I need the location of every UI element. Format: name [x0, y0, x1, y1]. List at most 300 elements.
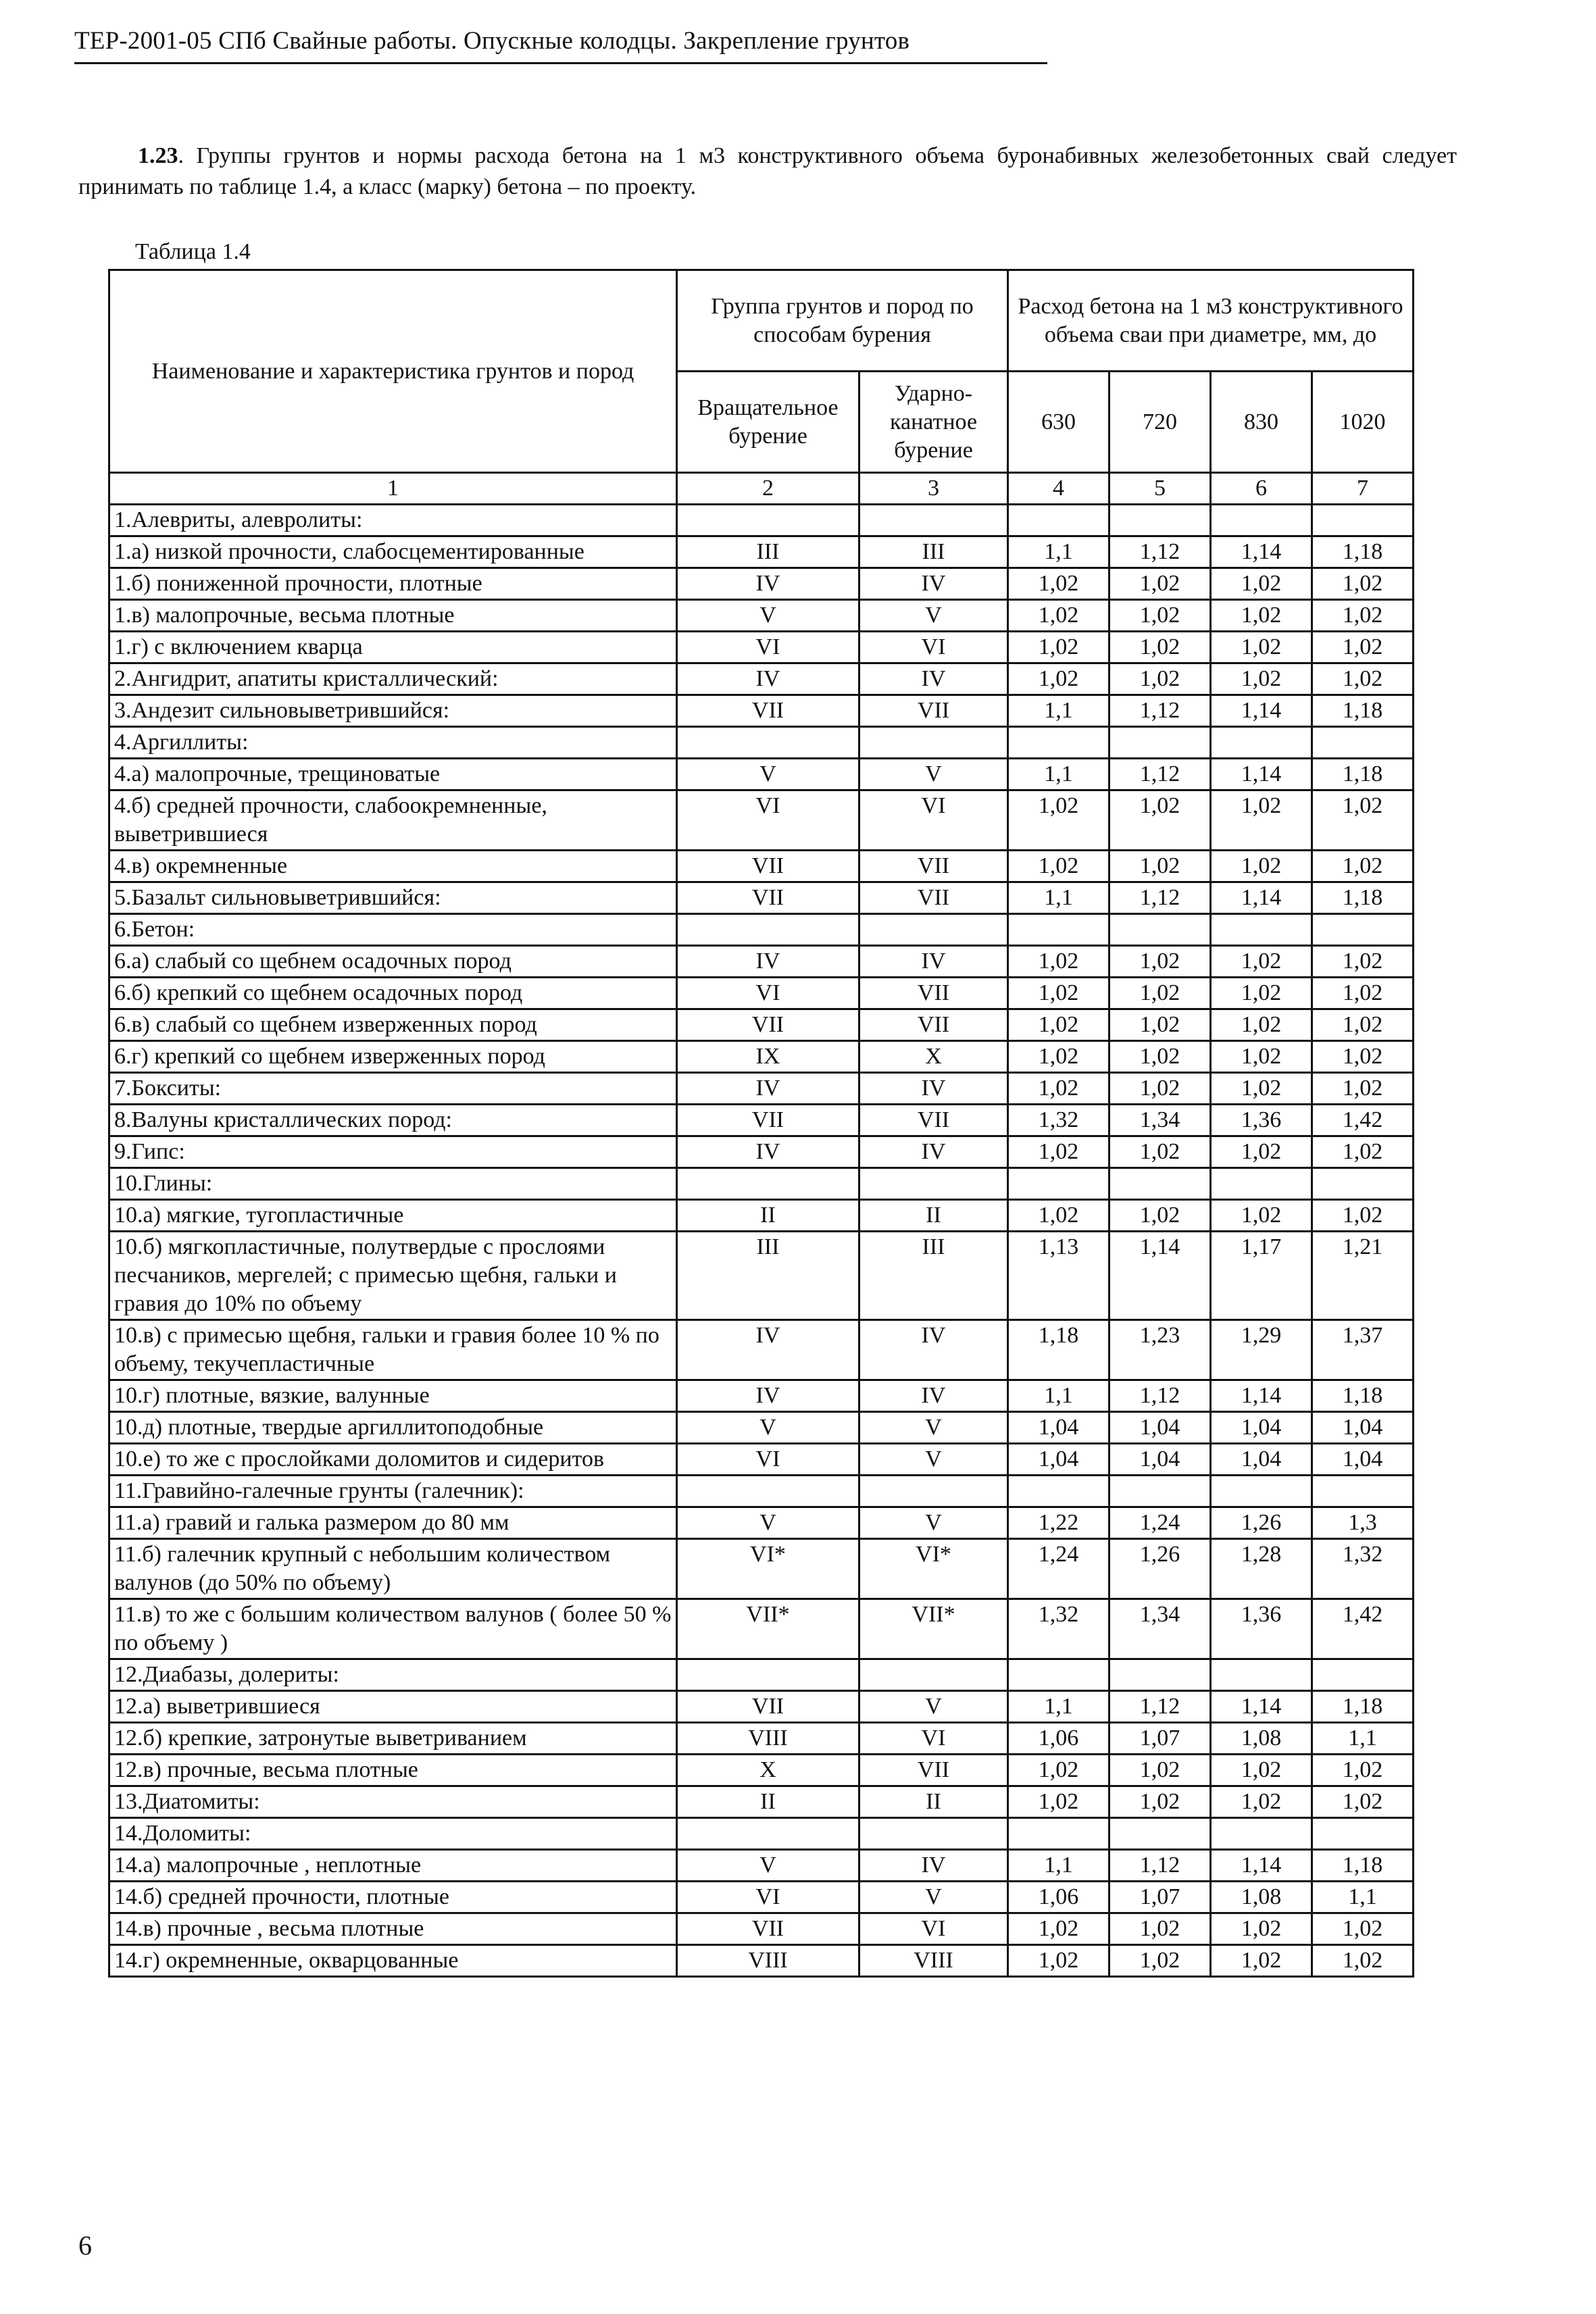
cell-percussion-group: II [859, 1200, 1008, 1232]
cell-percussion-group [859, 727, 1008, 759]
cell-soil-name: 4.в) окремненные [109, 851, 677, 882]
cell-d720: 1,02 [1109, 1755, 1211, 1786]
cell-percussion-group: X [859, 1041, 1008, 1073]
header-d720: 720 [1109, 372, 1211, 473]
cell-d1020: 1,02 [1312, 1136, 1414, 1168]
table-row [109, 1507, 1414, 1539]
cell-percussion-group: V [859, 1691, 1008, 1723]
cell-d1020: 1,3 [1312, 1507, 1414, 1539]
table-row [109, 1136, 1414, 1168]
cell-percussion-group: VII [859, 978, 1008, 1009]
cell-d630: 1,02 [1008, 1913, 1109, 1945]
cell-rotary-group: III [677, 536, 859, 568]
cell-d720: 1,02 [1109, 600, 1211, 632]
cell-d630: 1,32 [1008, 1105, 1109, 1136]
cell-d720: 1,02 [1109, 1073, 1211, 1105]
cell-d720: 1,04 [1109, 1412, 1211, 1444]
cell-d630: 1,04 [1008, 1444, 1109, 1476]
cell-rotary-group: VI [677, 1882, 859, 1913]
cell-rotary-group: III [677, 1232, 859, 1320]
cell-rotary-group: VII [677, 1913, 859, 1945]
table-row [109, 1691, 1414, 1723]
cell-d1020: 1,18 [1312, 1691, 1414, 1723]
cell-d1020: 1,02 [1312, 790, 1414, 851]
cell-d720: 1,12 [1109, 536, 1211, 568]
cell-d830: 1,02 [1211, 851, 1312, 882]
table-row [109, 1913, 1414, 1945]
header-d1020: 1020 [1312, 372, 1414, 473]
header-d630: 630 [1008, 372, 1109, 473]
cell-d630: 1,1 [1008, 1850, 1109, 1882]
cell-d1020: 1,42 [1312, 1105, 1414, 1136]
cell-d720: 1,02 [1109, 1041, 1211, 1073]
cell-d630: 1,02 [1008, 1786, 1109, 1818]
cell-soil-name: 8.Валуны кристаллических пород: [109, 1105, 677, 1136]
cell-d630: 1,02 [1008, 1945, 1109, 1977]
cell-d630 [1008, 1659, 1109, 1691]
cell-d630: 1,02 [1008, 1041, 1109, 1073]
table-row [109, 727, 1414, 759]
cell-rotary-group: VII [677, 851, 859, 882]
cell-d830: 1,02 [1211, 790, 1312, 851]
cell-d1020: 1,02 [1312, 568, 1414, 600]
cell-percussion-group: VI [859, 632, 1008, 663]
cell-d830: 1,02 [1211, 1009, 1312, 1041]
table-caption: Таблица 1.4 [135, 239, 251, 264]
cell-d1020: 1,18 [1312, 695, 1414, 727]
cell-percussion-group [859, 1476, 1008, 1507]
cell-soil-name: 12.в) прочные, весьма плотные [109, 1755, 677, 1786]
table-row [109, 695, 1414, 727]
table-row [109, 568, 1414, 600]
cell-soil-name: 10.Глины: [109, 1168, 677, 1200]
cell-soil-name: 5.Базальт сильновыветрившийся: [109, 882, 677, 914]
cell-d720: 1,02 [1109, 1913, 1211, 1945]
cell-d630: 1,02 [1008, 600, 1109, 632]
cell-rotary-group [677, 727, 859, 759]
cell-d1020: 1,02 [1312, 978, 1414, 1009]
cell-rotary-group: VII [677, 695, 859, 727]
column-number-row [109, 473, 1414, 505]
cell-percussion-group: IV [859, 1073, 1008, 1105]
paragraph-1-23 [78, 141, 1457, 203]
cell-percussion-group: IV [859, 946, 1008, 978]
cell-d830: 1,14 [1211, 1380, 1312, 1412]
cell-soil-name: 12.Диабазы, долериты: [109, 1659, 677, 1691]
cell-d720: 1,02 [1109, 1136, 1211, 1168]
cell-d720: 1,24 [1109, 1507, 1211, 1539]
column-number: 5 [1109, 473, 1211, 505]
cell-d720: 1,12 [1109, 1850, 1211, 1882]
table-row [109, 1945, 1414, 1977]
cell-d830: 1,04 [1211, 1444, 1312, 1476]
cell-d830: 1,02 [1211, 1200, 1312, 1232]
cell-d830: 1,02 [1211, 600, 1312, 632]
cell-soil-name: 10.в) с примесью щебня, гальки и гравия более 10 % по объему, текучепластичные [109, 1320, 677, 1380]
cell-rotary-group: VI* [677, 1539, 859, 1599]
cell-d1020: 1,02 [1312, 1913, 1414, 1945]
cell-d630: 1,02 [1008, 1755, 1109, 1786]
cell-soil-name: 2.Ангидрит, апатиты кристаллический: [109, 663, 677, 695]
cell-rotary-group [677, 1476, 859, 1507]
cell-percussion-group: III [859, 536, 1008, 568]
cell-d630: 1,02 [1008, 978, 1109, 1009]
table-row [109, 1380, 1414, 1412]
cell-rotary-group: IV [677, 1320, 859, 1380]
header-consumption: Расход бетона на 1 м3 конструктивного объема сваи при диаметре, мм, до [1008, 270, 1414, 372]
cell-d720 [1109, 1168, 1211, 1200]
cell-d830: 1,02 [1211, 568, 1312, 600]
cell-percussion-group: V [859, 1444, 1008, 1476]
table-row [109, 1073, 1414, 1105]
cell-d720: 1,02 [1109, 568, 1211, 600]
cell-d720: 1,02 [1109, 978, 1211, 1009]
cell-d720: 1,23 [1109, 1320, 1211, 1380]
cell-percussion-group: V [859, 1882, 1008, 1913]
cell-d1020: 1,02 [1312, 946, 1414, 978]
cell-d1020 [1312, 914, 1414, 946]
cell-d630: 1,02 [1008, 663, 1109, 695]
cell-d630: 1,1 [1008, 1691, 1109, 1723]
cell-d1020: 1,02 [1312, 1945, 1414, 1977]
cell-rotary-group: VI [677, 790, 859, 851]
cell-soil-name: 10.б) мягкопластичные, полутвердые с прослоями песчаников, мергелей; с примесью щебня, гальки и гравия до 10% по объему [109, 1232, 677, 1320]
cell-d630 [1008, 1818, 1109, 1850]
cell-soil-name: 3.Андезит сильновыветрившийся: [109, 695, 677, 727]
cell-d830 [1211, 1818, 1312, 1850]
cell-d720: 1,26 [1109, 1539, 1211, 1599]
cell-d1020 [1312, 1476, 1414, 1507]
cell-d1020: 1,04 [1312, 1412, 1414, 1444]
cell-d1020: 1,02 [1312, 632, 1414, 663]
cell-d1020: 1,42 [1312, 1599, 1414, 1659]
column-number: 6 [1211, 473, 1312, 505]
cell-percussion-group: V [859, 1507, 1008, 1539]
cell-d630: 1,1 [1008, 695, 1109, 727]
cell-d630: 1,24 [1008, 1539, 1109, 1599]
cell-percussion-group: III [859, 1232, 1008, 1320]
table-row [109, 882, 1414, 914]
cell-d1020: 1,02 [1312, 851, 1414, 882]
cell-rotary-group: X [677, 1755, 859, 1786]
table-row [109, 536, 1414, 568]
cell-d830: 1,02 [1211, 1136, 1312, 1168]
paragraph-number: 1.23 [138, 143, 178, 168]
cell-d830: 1,02 [1211, 1073, 1312, 1105]
cell-d630: 1,22 [1008, 1507, 1109, 1539]
cell-d720: 1,02 [1109, 1009, 1211, 1041]
cell-rotary-group: VI [677, 1444, 859, 1476]
table-row [109, 1818, 1414, 1850]
cell-d720: 1,02 [1109, 946, 1211, 978]
cell-percussion-group: VII [859, 695, 1008, 727]
cell-soil-name: 4.Аргиллиты: [109, 727, 677, 759]
cell-rotary-group [677, 505, 859, 536]
cell-d1020: 1,02 [1312, 1009, 1414, 1041]
cell-soil-name: 11.б) галечник крупный с небольшим количеством валунов (до 50% по объему) [109, 1539, 677, 1599]
cell-d720 [1109, 1818, 1211, 1850]
cell-rotary-group: V [677, 1507, 859, 1539]
cell-d830: 1,14 [1211, 759, 1312, 790]
cell-d830: 1,02 [1211, 978, 1312, 1009]
cell-d830: 1,02 [1211, 663, 1312, 695]
table-row [109, 1755, 1414, 1786]
cell-soil-name: 11.в) то же с большим количеством валунов ( более 50 % по объему ) [109, 1599, 677, 1659]
cell-soil-name: 14.в) прочные , весьма плотные [109, 1913, 677, 1945]
cell-percussion-group: IV [859, 1850, 1008, 1882]
cell-soil-name: 9.Гипс: [109, 1136, 677, 1168]
column-number: 1 [109, 473, 677, 505]
cell-soil-name: 10.а) мягкие, тугопластичные [109, 1200, 677, 1232]
table-row [109, 1105, 1414, 1136]
cell-d830: 1,14 [1211, 695, 1312, 727]
table-row [109, 1599, 1414, 1659]
cell-rotary-group: II [677, 1786, 859, 1818]
cell-d630 [1008, 914, 1109, 946]
page-number: 6 [78, 2230, 92, 2261]
header-percussion: Ударно-канатное бурение [859, 372, 1008, 473]
cell-soil-name: 11.Гравийно-галечные грунты (галечник): [109, 1476, 677, 1507]
cell-soil-name: 6.Бетон: [109, 914, 677, 946]
cell-d630: 1,06 [1008, 1723, 1109, 1755]
cell-percussion-group: IV [859, 568, 1008, 600]
cell-d830: 1,26 [1211, 1507, 1312, 1539]
cell-d630: 1,02 [1008, 568, 1109, 600]
cell-percussion-group: VI [859, 1913, 1008, 1945]
table-row [109, 914, 1414, 946]
cell-rotary-group: VIII [677, 1723, 859, 1755]
cell-d830 [1211, 505, 1312, 536]
cell-d830: 1,04 [1211, 1412, 1312, 1444]
cell-d830: 1,36 [1211, 1105, 1312, 1136]
cell-d830: 1,02 [1211, 632, 1312, 663]
cell-d630: 1,06 [1008, 1882, 1109, 1913]
header-d830: 830 [1211, 372, 1312, 473]
table-row [109, 946, 1414, 978]
cell-soil-name: 1.г) с включением кварца [109, 632, 677, 663]
paragraph-text: . Группы грунтов и нормы расхода бетона на 1 м3 конструктивного объема буронабивных железобетонных свай следует принимать по таблице 1.4, а класс (марку) бетона – по проекту. [78, 143, 1457, 199]
cell-soil-name: 12.а) выветрившиеся [109, 1691, 677, 1723]
cell-d720: 1,02 [1109, 1786, 1211, 1818]
table-row [109, 600, 1414, 632]
cell-rotary-group: VI [677, 978, 859, 1009]
cell-d720: 1,02 [1109, 851, 1211, 882]
cell-d830: 1,29 [1211, 1320, 1312, 1380]
cell-d630 [1008, 505, 1109, 536]
cell-percussion-group: II [859, 1786, 1008, 1818]
cell-d830: 1,02 [1211, 946, 1312, 978]
cell-d830 [1211, 727, 1312, 759]
cell-d630: 1,32 [1008, 1599, 1109, 1659]
cell-d1020: 1,37 [1312, 1320, 1414, 1380]
table-row [109, 851, 1414, 882]
soil-concrete-table [108, 269, 1414, 1978]
cell-soil-name: 6.в) слабый со щебнем изверженных пород [109, 1009, 677, 1041]
cell-percussion-group: VII [859, 882, 1008, 914]
cell-soil-name: 14.г) окремненные, окварцованные [109, 1945, 677, 1977]
header-rotary: Вращательное бурение [677, 372, 859, 473]
cell-d830 [1211, 914, 1312, 946]
cell-soil-name: 10.г) плотные, вязкие, валунные [109, 1380, 677, 1412]
table-row [109, 663, 1414, 695]
cell-rotary-group [677, 1168, 859, 1200]
table-row [109, 1659, 1414, 1691]
column-number: 7 [1312, 473, 1414, 505]
cell-d630: 1,1 [1008, 1380, 1109, 1412]
cell-soil-name: 7.Бокситы: [109, 1073, 677, 1105]
cell-soil-name: 6.г) крепкий со щебнем изверженных пород [109, 1041, 677, 1073]
cell-d830: 1,28 [1211, 1539, 1312, 1599]
cell-d630: 1,02 [1008, 1073, 1109, 1105]
cell-percussion-group: IV [859, 1380, 1008, 1412]
cell-d1020: 1,02 [1312, 663, 1414, 695]
cell-d830: 1,02 [1211, 1755, 1312, 1786]
table-row [109, 1200, 1414, 1232]
cell-d1020: 1,02 [1312, 1073, 1414, 1105]
cell-d1020 [1312, 727, 1414, 759]
cell-percussion-group: VII [859, 851, 1008, 882]
cell-rotary-group: IV [677, 663, 859, 695]
cell-d830: 1,02 [1211, 1041, 1312, 1073]
cell-percussion-group: V [859, 759, 1008, 790]
cell-percussion-group: IV [859, 663, 1008, 695]
cell-d720 [1109, 1476, 1211, 1507]
cell-d830: 1,14 [1211, 1850, 1312, 1882]
cell-soil-name: 10.е) то же с прослойками доломитов и сидеритов [109, 1444, 677, 1476]
cell-percussion-group: IV [859, 1136, 1008, 1168]
cell-d630: 1,02 [1008, 1136, 1109, 1168]
cell-percussion-group [859, 914, 1008, 946]
cell-d720: 1,14 [1109, 1232, 1211, 1320]
table-row [109, 1009, 1414, 1041]
cell-d720: 1,02 [1109, 1200, 1211, 1232]
cell-d630: 1,02 [1008, 790, 1109, 851]
cell-d630: 1,02 [1008, 1200, 1109, 1232]
cell-d630: 1,02 [1008, 1009, 1109, 1041]
cell-d1020: 1,32 [1312, 1539, 1414, 1599]
cell-d630: 1,13 [1008, 1232, 1109, 1320]
cell-d630: 1,04 [1008, 1412, 1109, 1444]
cell-d720: 1,04 [1109, 1444, 1211, 1476]
table-row [109, 978, 1414, 1009]
cell-d830 [1211, 1168, 1312, 1200]
cell-d630: 1,1 [1008, 536, 1109, 568]
cell-d830 [1211, 1476, 1312, 1507]
cell-d1020: 1,02 [1312, 1041, 1414, 1073]
cell-d830: 1,14 [1211, 1691, 1312, 1723]
table-row [109, 1476, 1414, 1507]
cell-rotary-group: V [677, 1412, 859, 1444]
cell-rotary-group: VII [677, 882, 859, 914]
table-row [109, 759, 1414, 790]
cell-d630: 1,1 [1008, 759, 1109, 790]
cell-rotary-group: V [677, 759, 859, 790]
cell-rotary-group: VII [677, 1009, 859, 1041]
cell-d630: 1,1 [1008, 882, 1109, 914]
cell-rotary-group [677, 1659, 859, 1691]
cell-soil-name: 4.а) малопрочные, трещиноватые [109, 759, 677, 790]
table-row [109, 505, 1414, 536]
cell-d1020 [1312, 1168, 1414, 1200]
cell-d830: 1,36 [1211, 1599, 1312, 1659]
table-row [109, 1882, 1414, 1913]
cell-d630 [1008, 1168, 1109, 1200]
cell-rotary-group [677, 1818, 859, 1850]
cell-d830: 1,08 [1211, 1882, 1312, 1913]
cell-d720 [1109, 914, 1211, 946]
cell-soil-name: 6.а) слабый со щебнем осадочных пород [109, 946, 677, 978]
cell-rotary-group: IV [677, 1073, 859, 1105]
cell-d630: 1,02 [1008, 851, 1109, 882]
cell-soil-name: 14.Доломиты: [109, 1818, 677, 1850]
cell-d720: 1,02 [1109, 663, 1211, 695]
cell-d1020: 1,02 [1312, 600, 1414, 632]
table-row [109, 1320, 1414, 1380]
cell-d830 [1211, 1659, 1312, 1691]
cell-percussion-group: VII [859, 1009, 1008, 1041]
cell-soil-name: 1.а) низкой прочности, слабосцементированные [109, 536, 677, 568]
cell-soil-name: 1.в) малопрочные, весьма плотные [109, 600, 677, 632]
cell-percussion-group: VI [859, 790, 1008, 851]
cell-d630: 1,02 [1008, 946, 1109, 978]
cell-d1020: 1,1 [1312, 1723, 1414, 1755]
cell-d1020: 1,02 [1312, 1200, 1414, 1232]
cell-d630 [1008, 727, 1109, 759]
table-row [109, 632, 1414, 663]
table-row [109, 1786, 1414, 1818]
cell-d1020: 1,18 [1312, 536, 1414, 568]
cell-soil-name: 12.б) крепкие, затронутые выветриванием [109, 1723, 677, 1755]
cell-d720 [1109, 1659, 1211, 1691]
cell-d720: 1,12 [1109, 695, 1211, 727]
cell-d1020: 1,18 [1312, 1380, 1414, 1412]
cell-d630: 1,18 [1008, 1320, 1109, 1380]
column-number: 3 [859, 473, 1008, 505]
table-row [109, 1539, 1414, 1599]
cell-rotary-group: IV [677, 1136, 859, 1168]
cell-percussion-group: VIII [859, 1945, 1008, 1977]
cell-d830: 1,14 [1211, 536, 1312, 568]
cell-rotary-group: VI [677, 632, 859, 663]
cell-percussion-group [859, 1818, 1008, 1850]
cell-soil-name: 4.б) средней прочности, слабоокремненные, выветрившиеся [109, 790, 677, 851]
cell-percussion-group: VI* [859, 1539, 1008, 1599]
cell-d720: 1,07 [1109, 1882, 1211, 1913]
table-row [109, 1850, 1414, 1882]
cell-d830: 1,02 [1211, 1786, 1312, 1818]
table-row [109, 790, 1414, 851]
cell-d1020: 1,02 [1312, 1755, 1414, 1786]
cell-percussion-group: VI [859, 1723, 1008, 1755]
cell-rotary-group: IX [677, 1041, 859, 1073]
cell-percussion-group: VII* [859, 1599, 1008, 1659]
cell-d630 [1008, 1476, 1109, 1507]
cell-percussion-group: V [859, 1412, 1008, 1444]
cell-rotary-group: II [677, 1200, 859, 1232]
table-row [109, 1232, 1414, 1320]
cell-d720: 1,02 [1109, 790, 1211, 851]
cell-rotary-group: V [677, 1850, 859, 1882]
cell-d830: 1,02 [1211, 1945, 1312, 1977]
cell-rotary-group: VII [677, 1691, 859, 1723]
cell-d1020: 1,1 [1312, 1882, 1414, 1913]
table-row [109, 1412, 1414, 1444]
column-number: 2 [677, 473, 859, 505]
cell-rotary-group: VIII [677, 1945, 859, 1977]
cell-rotary-group: V [677, 600, 859, 632]
cell-rotary-group: IV [677, 1380, 859, 1412]
cell-d720: 1,02 [1109, 632, 1211, 663]
